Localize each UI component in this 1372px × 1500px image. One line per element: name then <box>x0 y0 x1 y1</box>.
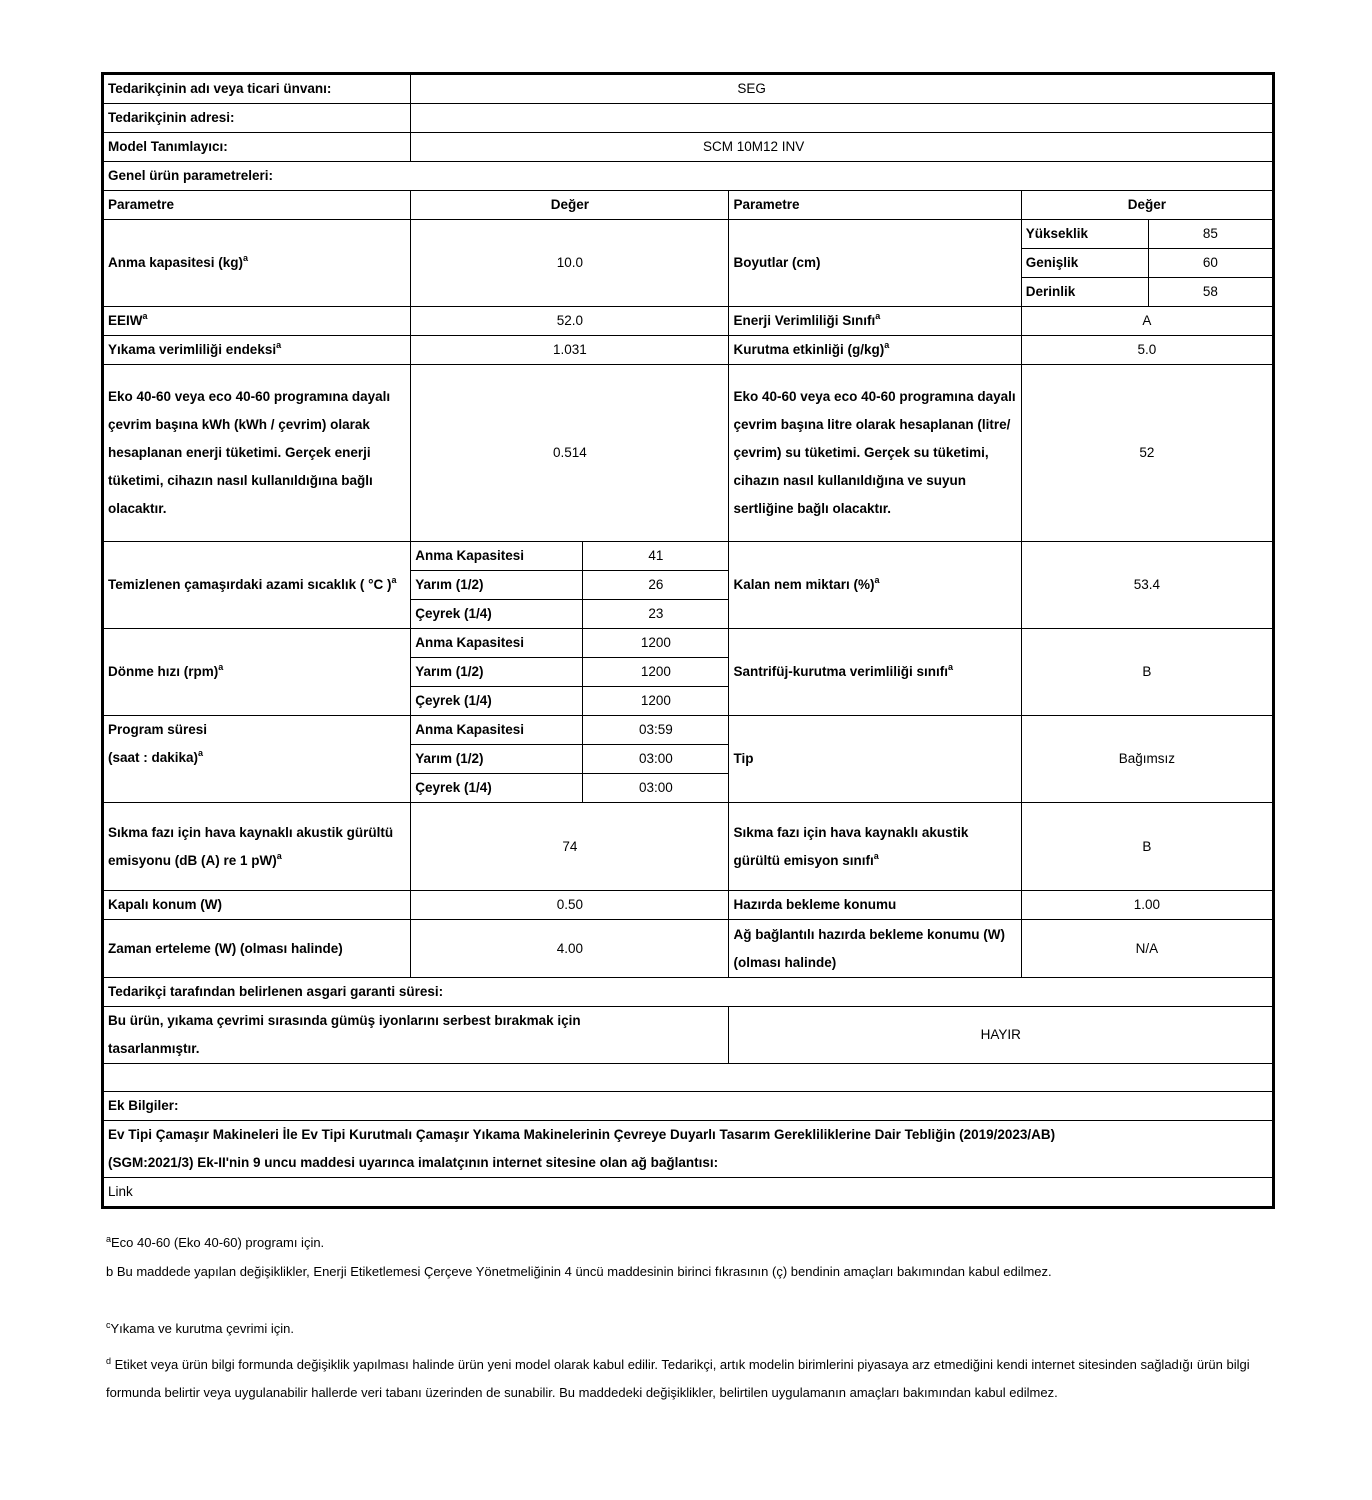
link-cell <box>103 1178 1274 1208</box>
program-half-label: Yarım (1/2) <box>411 745 583 774</box>
empty-cell <box>103 1064 1274 1092</box>
noise-value: 74 <box>411 803 729 891</box>
noise-class-value: B <box>1021 803 1273 891</box>
max-temp-row-full <box>103 542 1274 571</box>
program-full-label: Anma Kapasitesi <box>411 716 583 745</box>
delay-row <box>103 920 1274 978</box>
wash-index-row <box>103 336 1274 365</box>
supplier-address-row <box>103 104 1274 133</box>
width-value: 60 <box>1148 249 1273 278</box>
program-row-full <box>103 716 1274 745</box>
spin-row-full <box>103 629 1274 658</box>
off-mode-label: Kapalı konum (W) <box>103 891 411 920</box>
network-standby-label: Ağ bağlantılı hazırda bekleme konumu (W) (olması halinde) <box>729 920 1021 978</box>
moisture-label: Kalan nem miktarı (%)$^a$ <box>729 542 1021 629</box>
extra-text-row <box>103 1121 1274 1178</box>
general-params-row <box>103 162 1274 191</box>
program-half-value: 03:00 <box>583 745 729 774</box>
wash-index-label: Yıkama verimliliği endeksi$^a$ <box>103 336 411 365</box>
eeiw-value: 52.0 <box>411 307 729 336</box>
param-header-right: Parametre <box>729 191 1021 220</box>
water-consumption-label: Eko 40-60 veya eco 40-60 programına dayalı çevrim başına litre olarak hesaplanan (litre/çevrim) su tüketimi. Gerçek su tüketimi, cihazın nasıl kullanıldığına ve suyun sertliğine bağlı olacaktır. <box>729 365 1021 542</box>
energy-class-value: A <box>1021 307 1273 336</box>
model-label: Model Tanımlayıcı: <box>103 133 411 162</box>
program-quarter-label: Çeyrek (1/4) <box>411 774 583 803</box>
spin-quarter-label: Çeyrek (1/4) <box>411 687 583 716</box>
capacity-value: 10.0 <box>411 220 729 307</box>
model-value: SCM 10M12 INV <box>411 133 1274 162</box>
spin-speed-label: Dönme hızı (rpm)$^a$ <box>103 629 411 716</box>
footnote-b: b Bu maddede yapılan değişiklikler, Enerji Etiketlemesi Çerçeve Yönetmeliğinin 4 üncü maddesinin birinci fıkrasının (ç) bendinin amaçları bakımından kabul edilmez. <box>106 1264 1052 1279</box>
program-full-value: 03:59 <box>583 716 729 745</box>
silver-label: Bu ürün, yıkama çevrimi sırasında gümüş iyonlarını serbest bırakmak için tasarlanmıştır. <box>103 1007 729 1064</box>
delay-label: Zaman erteleme (W) (olması halinde) <box>103 920 411 978</box>
rinse-value: 5.0 <box>1021 336 1273 365</box>
eeiw-row <box>103 307 1274 336</box>
wash-index-value: 1.031 <box>411 336 729 365</box>
off-mode-value: 0.50 <box>411 891 729 920</box>
water-consumption-value: 52 <box>1021 365 1273 542</box>
footnote-d: $^d$ Etiket veya ürün bilgi formunda değişiklik yapılması halinde ürün yeni model olarak kabul edilir. Tedarikçi, artık modelin birimlerini piyasaya arz etmediğini kendi internet sitesinden sağladığı ürün bilgi formunda belirtir veya uygulanabilir hallerde veri tabanı üzerinden de sunabilir. Bu maddedeki değişiklikler, belirtilen uygulamanın amaçları bakımından kabul edilmez. <box>106 1356 1250 1400</box>
eeiw-label: EEIW$^a$ <box>103 307 411 336</box>
value-header-right: Değer <box>1021 191 1273 220</box>
model-row <box>103 133 1274 162</box>
noise-row <box>103 803 1274 891</box>
footnote-a: $^a$Eco 40-60 (Eko 40-60) programı için. <box>106 1234 325 1250</box>
max-temp-half-value: 26 <box>583 571 729 600</box>
type-value: Bağımsız <box>1021 716 1273 803</box>
type-label: Tip <box>729 716 1021 803</box>
max-temp-quarter-value: 23 <box>583 600 729 629</box>
spin-class-value: B <box>1021 629 1273 716</box>
noise-label: Sıkma fazı için hava kaynaklı akustik gürültü emisyonu (dB (A) re 1 pW)$^a$ <box>103 803 411 891</box>
max-temp-full-label: Anma Kapasitesi <box>411 542 583 571</box>
program-duration-label: Program süresi (saat : dakika)$^a$ <box>103 716 411 803</box>
product-info-table <box>101 72 1275 1209</box>
capacity-row <box>103 220 1274 249</box>
silver-row <box>103 1007 1274 1064</box>
energy-consumption-label: Eko 40-60 veya eco 40-60 programına dayalı çevrim başına kWh (kWh / çevrim) olarak hesaplanan enerji tüketimi. Gerçek enerji tüketimi, cihazın nasıl kullanıldığına bağlı olacaktır. <box>103 365 411 542</box>
empty-row <box>103 1064 1274 1092</box>
consumption-row <box>103 365 1274 542</box>
energy-class-label: Enerji Verimliliği Sınıfı$^a$ <box>729 307 1021 336</box>
spin-half-value: 1200 <box>583 658 729 687</box>
max-temp-full-value: 41 <box>583 542 729 571</box>
extra-label: Ek Bilgiler: <box>103 1092 1274 1121</box>
off-mode-row <box>103 891 1274 920</box>
value-header-left: Değer <box>411 191 729 220</box>
depth-value: 58 <box>1148 278 1273 307</box>
rinse-label: Kurutma etkinliği $(g/kg)^a$ <box>729 336 1021 365</box>
link-row <box>103 1178 1274 1208</box>
height-value: 85 <box>1148 220 1273 249</box>
silver-value: HAYIR <box>729 1007 1274 1064</box>
supplier-name-row <box>103 74 1274 104</box>
standby-value: 1.00 <box>1021 891 1273 920</box>
capacity-label: Anma kapasitesi (kg)$^a$ <box>103 220 411 307</box>
spin-quarter-value: 1200 <box>583 687 729 716</box>
extra-label-row <box>103 1092 1274 1121</box>
footnote-c: $^c$Yıkama ve kurutma çevrimi için. <box>106 1320 294 1336</box>
general-params-label: Genel ürün parametreleri: <box>103 162 1274 191</box>
supplier-address-label: Tedarikçinin adresi: <box>103 104 411 133</box>
supplier-address-value <box>411 104 1274 133</box>
noise-class-label: Sıkma fazı için hava kaynaklı akustik gürültü emisyon sınıfı$^a$ <box>729 803 1021 891</box>
product-info-sheet <box>101 72 1275 1209</box>
extra-text: Ev Tipi Çamaşır Makineleri İle Ev Tipi Kurutmalı Çamaşır Yıkama Makinelerinin Çevreye Duyarlı Tasarım Gerekliliklerine Dair Tebliğin (2019/2023/AB)(SGM:2021/3) Ek-II'nin 9 uncu maddesi uyarınca imalatçının internet sitesine olan ağ bağlantısı: <box>103 1121 1274 1178</box>
moisture-value: 53.4 <box>1021 542 1273 629</box>
header-row <box>103 191 1274 220</box>
spin-full-label: Anma Kapasitesi <box>411 629 583 658</box>
max-temp-label: Temizlenen çamaşırdaki azami sıcaklık ( °C )$^a$ <box>103 542 411 629</box>
supplier-name-label: Tedarikçinin adı veya ticari ünvanı: <box>103 74 411 104</box>
width-label: Genişlik <box>1021 249 1148 278</box>
height-label: Yükseklik <box>1021 220 1148 249</box>
energy-consumption-value: 0.514 <box>411 365 729 542</box>
spin-full-value: 1200 <box>583 629 729 658</box>
supplier-name-value: SEG <box>411 74 1274 104</box>
standby-label: Hazırda bekleme konumu <box>729 891 1021 920</box>
max-temp-half-label: Yarım (1/2) <box>411 571 583 600</box>
dimensions-label: Boyutlar (cm) <box>729 220 1021 307</box>
network-standby-value: N/A <box>1021 920 1273 978</box>
guarantee-label: Tedarikçi tarafından belirlenen asgari garanti süresi: <box>103 978 1274 1007</box>
spin-class-label: Santrifüj-kurutma verimliliği sınıfı$^a$ <box>729 629 1021 716</box>
manufacturer-link[interactable]: Link <box>108 1184 133 1199</box>
delay-value: 4.00 <box>411 920 729 978</box>
param-header-left: Parametre <box>103 191 411 220</box>
spin-half-label: Yarım (1/2) <box>411 658 583 687</box>
max-temp-quarter-label: Çeyrek (1/4) <box>411 600 583 629</box>
guarantee-row <box>103 978 1274 1007</box>
program-quarter-value: 03:00 <box>583 774 729 803</box>
depth-label: Derinlik <box>1021 278 1148 307</box>
